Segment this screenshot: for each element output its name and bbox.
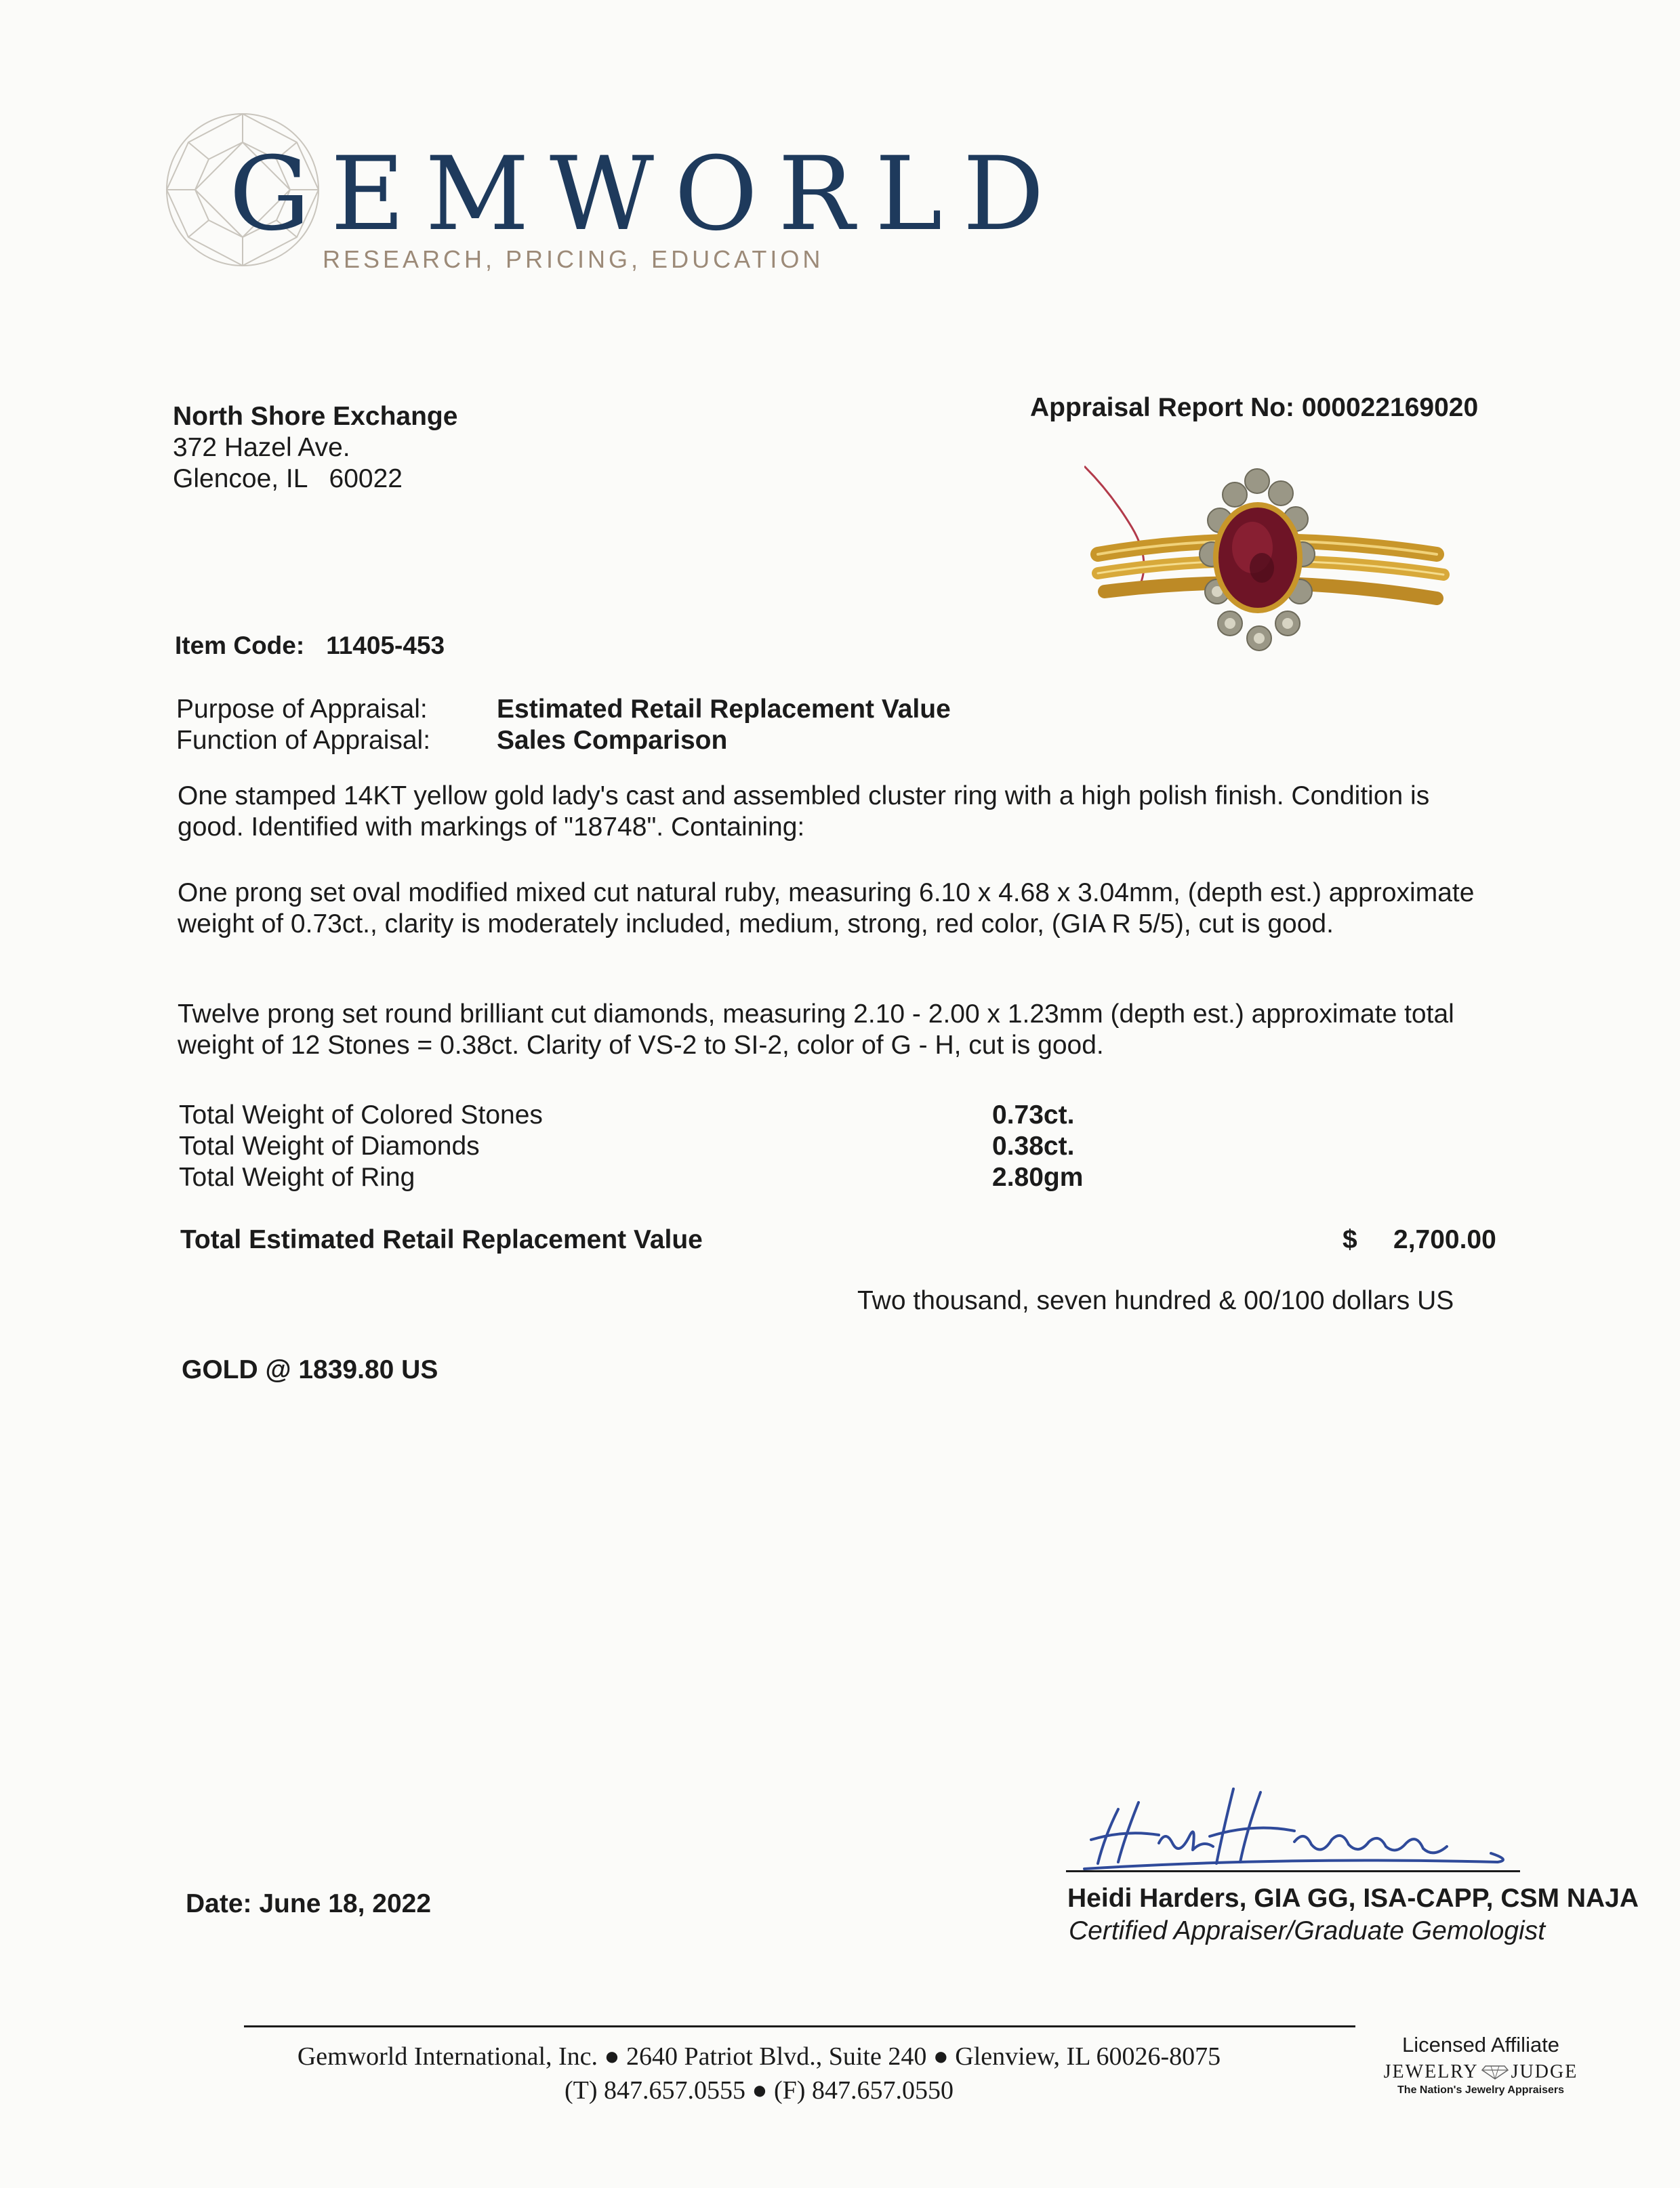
function-label: Function of Appraisal:: [176, 726, 431, 755]
client-city: Glencoe, IL 60022: [173, 464, 403, 493]
function-value: Sales Comparison: [497, 726, 728, 755]
item-code: [175, 632, 445, 660]
ruby-description: One prong set oval modified mixed cut natural ruby, measuring 6.10 x 4.68 x 3.04mm, (depth est.) approximate weight of 0.73ct., clarity is moderately included, medium, strong, red color, (GIA R 5/5), cut is good.: [178, 878, 1475, 938]
appraisal-date: Date: June 18, 2022: [186, 1889, 432, 1918]
client-address: [173, 401, 457, 495]
signature-line: [1066, 1870, 1520, 1872]
logo-tagline: RESEARCH, PRICING, EDUCATION: [323, 245, 824, 273]
affiliate-label: Licensed Affiliate: [1401, 2033, 1560, 2057]
weight-label: Total Weight of Ring: [179, 1163, 415, 1192]
affiliate-brand-right: JUDGE: [1511, 2061, 1578, 2082]
gemworld-logo: [155, 102, 1065, 278]
gold-price: GOLD @ 1839.80 US: [182, 1355, 438, 1384]
item-code-label: Item Code:: [175, 632, 305, 659]
total-value-label: Total Estimated Retail Replacement Value: [180, 1225, 703, 1254]
report-number-value: 000022169020: [1301, 393, 1479, 422]
diamond-description: Twelve prong set round brilliant cut diamonds, measuring 2.10 - 2.00 x 1.23mm (depth est.) approximate total weight of 12 Stones = 0.38ct. Clarity of VS-2 to SI-2, color of G - H, cut is good.: [178, 999, 1454, 1060]
jewelry-judge-affiliate: [1369, 2033, 1593, 2097]
client-name: North Shore Exchange: [173, 402, 458, 431]
weight-label: Total Weight of Colored Stones: [179, 1100, 543, 1130]
footer-address-line: Gemworld International, Inc. ● 2640 Patriot Blvd., Suite 240 ● Glenview, IL 60026-8075: [297, 2042, 1221, 2071]
report-number: [1030, 393, 1478, 423]
total-value-row: [180, 1225, 1509, 1255]
affiliate-tagline: The Nation's Jewelry Appraisers: [1397, 2084, 1564, 2096]
affiliate-brand-left: JEWELRY: [1383, 2061, 1479, 2082]
client-street: 372 Hazel Ave.: [173, 433, 350, 462]
footer-divider: [244, 2025, 1355, 2027]
purpose-value: Estimated Retail Replacement Value: [497, 695, 951, 724]
weights-table: [179, 1100, 1101, 1193]
diamond-icon: [1481, 2065, 1509, 2080]
item-description: One stamped 14KT yellow gold lady's cast and assembled cluster ring with a high polish finish. Condition is good. Identified with markings of "18748". Containing:: [178, 781, 1430, 842]
footer-address: [244, 2040, 1274, 2107]
appraiser-signature: [1078, 1782, 1525, 1877]
purpose-label: Purpose of Appraisal:: [176, 695, 428, 724]
weight-row: [179, 1100, 1101, 1131]
jewelry-judge-logo: [1369, 2061, 1593, 2083]
weight-value: 0.73ct.: [992, 1100, 1075, 1130]
appraisal-purpose: [176, 694, 951, 756]
weight-row: [179, 1131, 1101, 1162]
logo-wordmark: GEMWORLD: [229, 136, 1065, 253]
weight-value: 0.38ct.: [992, 1132, 1075, 1161]
item-code-value: 11405-453: [326, 632, 445, 659]
ring-photo: [1084, 453, 1450, 737]
weight-value: 2.80gm: [992, 1163, 1084, 1192]
total-amount: 2,700.00: [1393, 1225, 1496, 1254]
total-amount-words: Two thousand, seven hundred & 00/100 dollars US: [857, 1286, 1454, 1315]
appraiser-name: Heidi Harders, GIA GG, ISA-CAPP, CSM NAJA: [1067, 1884, 1639, 1913]
appraiser-title: Certified Appraiser/Graduate Gemologist: [1069, 1916, 1546, 1945]
weight-label: Total Weight of Diamonds: [179, 1132, 480, 1161]
weight-row: [179, 1162, 1101, 1193]
total-currency: $: [1343, 1225, 1357, 1254]
footer-phone-line: (T) 847.657.0555 ● (F) 847.657.0550: [565, 2076, 954, 2105]
report-number-label: Appraisal Report No:: [1030, 393, 1295, 422]
